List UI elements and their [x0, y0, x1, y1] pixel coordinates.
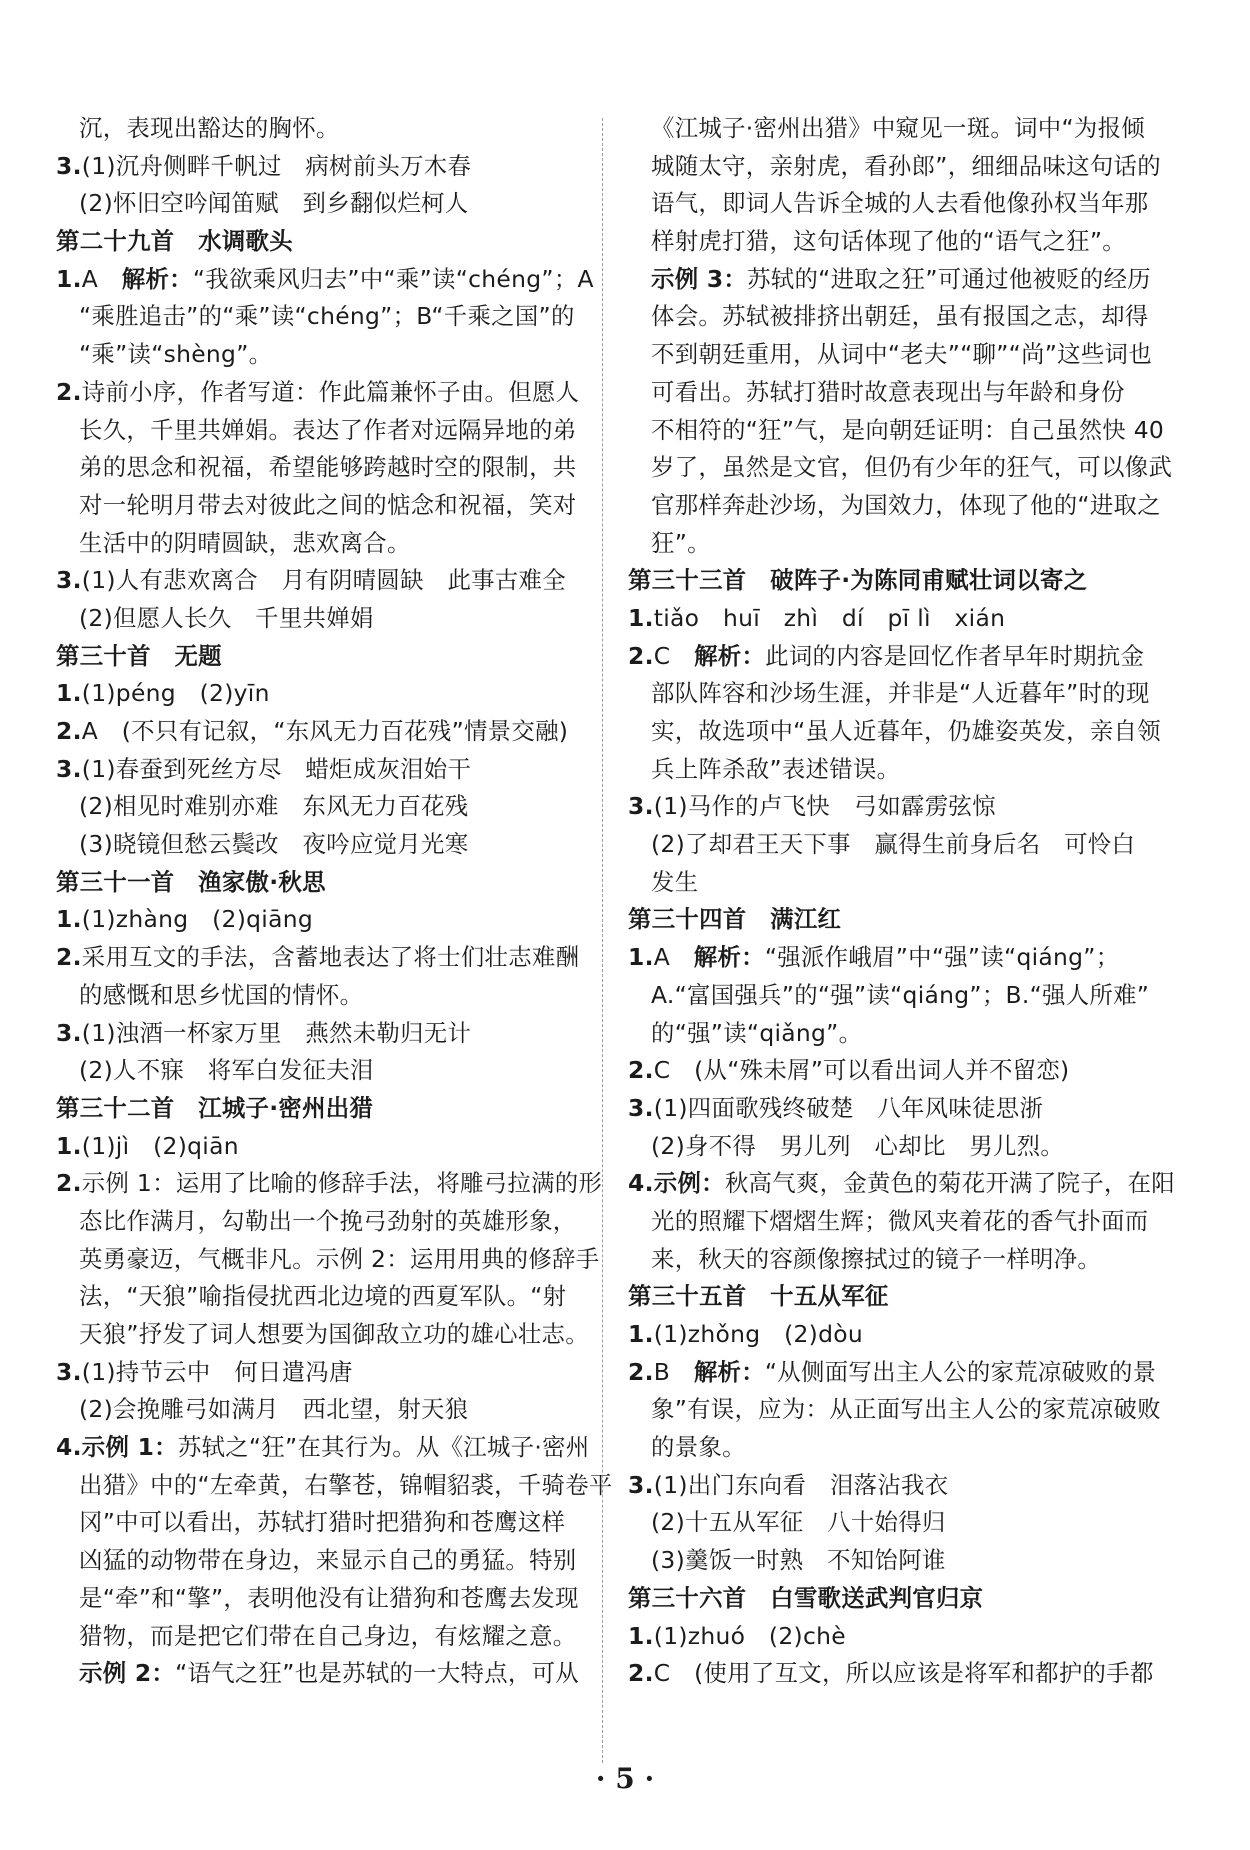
answer-line: [628, 1391, 1161, 1429]
line-text: 第三十三首 破阵子·为陈同甫赋壮词以寄之: [628, 566, 1088, 595]
line-text: 《江城子·密州出猎》中窥见一斑。词中“为报倾: [651, 114, 1145, 142]
line-text: 的景象。: [651, 1433, 746, 1462]
item-number: 2.: [56, 943, 82, 972]
line-text: 弟的思念和祝福，希望能够跨越时空的限制，共: [79, 453, 577, 482]
line-text: (1)沉舟侧畔千帆过 病树前头万木春: [81, 151, 472, 180]
answer-line: [628, 1052, 1098, 1090]
item-number: 3.: [56, 151, 82, 180]
answer-line: [628, 185, 1149, 223]
answer-line: [56, 525, 526, 563]
line-text: “乘”读“shèng”。: [79, 340, 273, 369]
answer-line: [56, 977, 526, 1015]
answer-line: [628, 412, 1165, 450]
answer-line: [56, 298, 575, 336]
item-number: 2.: [628, 641, 654, 670]
line-text: 城随太守，亲射虎，看孙郎”，细细品味这句话的: [651, 151, 1161, 180]
section-heading: [56, 638, 526, 676]
answer-line: [628, 1090, 1098, 1128]
answer-line: [56, 1015, 526, 1053]
line-text: 官那样奔赴沙场，为国效力，体现了他的“进取之: [651, 490, 1161, 519]
answer-line: [56, 1391, 526, 1429]
line-text: 出猎》中的“左牵黄，右擎苍，锦帽貂裘，千骑卷平: [79, 1470, 613, 1499]
answer-line: [628, 1203, 1149, 1241]
answer-line: [628, 675, 1150, 713]
answer-line: [56, 1241, 600, 1279]
answer-line: [628, 1015, 1098, 1053]
answer-line: [56, 1504, 566, 1542]
answer-line: [628, 1542, 1098, 1580]
line-text: C: [653, 641, 695, 670]
answer-line: [628, 977, 1150, 1015]
line-text: 此词的内容是回忆作者早年时期抗金: [765, 641, 1145, 670]
line-text: A.“富国强兵”的“强”读“qiáng”；B.“强人所难”: [651, 980, 1150, 1009]
answer-line: [56, 675, 526, 713]
answer-keyword: 解析：: [121, 264, 193, 293]
line-text: “我欲乘风归去”中“乘”读“chéng”；A: [192, 264, 594, 293]
answer-line: [628, 1429, 1098, 1467]
answer-line: [56, 562, 566, 600]
line-text: (1)jì (2)qiān: [81, 1131, 239, 1160]
answer-keyword: 示例 1：: [81, 1433, 178, 1462]
answer-line: [628, 1128, 1098, 1166]
item-number: 2.: [628, 1357, 654, 1386]
answer-line: [56, 1429, 590, 1467]
line-text: 诗前小序，作者写道：作此篇兼怀子由。但愿人: [81, 377, 580, 406]
item-number: 1.: [56, 264, 82, 293]
line-text: 冈”中可以看出，苏轼打猎时把猎狗和苍鹰这样: [79, 1508, 566, 1537]
item-number: 2.: [56, 717, 82, 745]
line-text: 不相符的“狂”气，是向朝廷证明：自己虽然快 40: [651, 415, 1165, 444]
right-column: [628, 110, 1175, 1693]
answer-line: [56, 261, 594, 299]
line-text: 的“强”读“qiǎng”。: [651, 1018, 863, 1047]
line-text: 第三十一首 渔家傲·秋思: [56, 867, 326, 896]
answer-line: [56, 788, 526, 826]
line-text: (1)浊酒一杯家万里 燕然未勒归无计: [81, 1018, 472, 1047]
item-number: 2.: [628, 1056, 654, 1085]
page-number: · 5 ·: [595, 1762, 655, 1795]
item-number: 3.: [628, 1470, 654, 1499]
answer-line: [628, 374, 1125, 412]
line-text: 语气，即词人告诉全城的人去看他像孙权当年那: [651, 189, 1149, 218]
answer-line: [56, 1165, 603, 1203]
item-number: 2.: [56, 377, 82, 406]
answer-line: [628, 223, 1126, 261]
answer-line: [56, 1316, 589, 1354]
answer-keyword: 解析：: [694, 641, 766, 670]
line-text: (1)春蚕到死丝方尽 蜡炬成灰泪始干: [81, 754, 472, 783]
item-number: 1.: [628, 1621, 654, 1650]
line-text: 态比作满月，勾勒出一个挽弓劲射的英雄形象，: [79, 1206, 577, 1235]
answer-line: [56, 751, 526, 789]
answer-line: [628, 298, 1149, 336]
line-text: 不到朝廷重用，从词中“老夫”“聊”“尚”这些词也: [651, 340, 1152, 369]
answer-line: [56, 1128, 526, 1166]
line-text: 长久，千里共婵娟。表达了作者对远隔异地的弟: [79, 415, 577, 444]
answer-line: [628, 638, 1145, 676]
answer-line: [628, 1354, 1157, 1392]
line-text: 法，“天狼”喻指侵扰西北边境的西夏军队。“射: [79, 1282, 567, 1311]
line-text: 采用互文的手法，含蓄地表达了将士们壮志难酬: [81, 943, 580, 972]
line-text: B: [653, 1357, 694, 1386]
line-text: 体会。苏轼被排挤出朝廷，虽有报国之志，却得: [651, 302, 1149, 331]
answer-line: [628, 788, 1098, 826]
line-text: (2)会挽雕弓如满月 西北望，射天狼: [79, 1395, 469, 1424]
item-number: 3.: [628, 1093, 654, 1122]
line-text: (2)了却君王天下事 赢得生前身后名 可怜白: [651, 830, 1136, 859]
answer-line: [628, 336, 1152, 374]
item-number: 4.: [628, 1169, 654, 1198]
line-text: 第三十五首 十五从军征: [628, 1282, 889, 1311]
line-text: (1)zhǒng (2)dòu: [653, 1320, 863, 1348]
item-number: 3.: [56, 1018, 82, 1047]
answer-keyword: 示例 2：: [79, 1659, 176, 1688]
line-text: 英勇豪迈，气概非凡。示例 2：运用用典的修辞手: [79, 1244, 600, 1273]
item-number: 1.: [628, 603, 654, 632]
section-heading: [628, 1580, 1098, 1618]
answer-line: [56, 826, 526, 864]
answer-line: [56, 185, 526, 223]
answer-line: [628, 826, 1136, 864]
answer-line: [56, 1655, 579, 1693]
line-text: “从侧面写出主人公的家荒凉破败的景: [764, 1357, 1157, 1386]
line-text: (2)但愿人长久 千里共婵娟: [79, 603, 374, 632]
section-heading: [56, 223, 526, 261]
answer-line: [56, 713, 569, 751]
answer-line: [56, 110, 526, 148]
line-text: 凶猛的动物带在身边，来显示自己的勇猛。特别: [79, 1546, 577, 1575]
answer-line: [628, 1504, 1098, 1542]
line-text: 可看出。苏轼打猎时故意表现出与年龄和身份: [651, 377, 1125, 406]
line-text: A: [653, 943, 694, 972]
line-text: (2)怀旧空吟闻笛赋 到乡翻似烂柯人: [79, 189, 469, 218]
line-text: (1)péng (2)yīn: [81, 679, 270, 708]
line-text: 第三十首 无题: [56, 641, 222, 670]
answer-line: [56, 1278, 567, 1316]
answer-line: [628, 1241, 1102, 1279]
item-number: 3.: [628, 792, 654, 821]
answer-line: [56, 374, 580, 412]
line-text: “乘胜追击”的“乘”读“chéng”；B“千乘之国”的: [79, 302, 575, 331]
answer-line: [56, 1354, 526, 1392]
answer-line: [56, 1052, 526, 1090]
line-text: (1)zhàng (2)qiāng: [81, 905, 313, 934]
item-number: 1.: [56, 679, 82, 708]
section-heading: [628, 1278, 1098, 1316]
line-text: (2)相见时难别亦难 东风无力百花残: [79, 792, 469, 821]
answer-line: [56, 412, 577, 450]
item-number: 1.: [56, 1131, 82, 1160]
line-text: C (使用了互文，所以应该是将军和都护的手都: [653, 1659, 1154, 1688]
line-text: 狂”。: [651, 528, 711, 557]
line-text: 光的照耀下熠熠生辉；微风夹着花的香气扑面而: [651, 1206, 1149, 1235]
line-text: 对一轮明月带去对彼此之间的惦念和祝福，笑对: [79, 490, 577, 519]
answer-keyword: 示例：: [653, 1169, 725, 1198]
answer-line: [628, 110, 1145, 148]
answer-line: [56, 148, 526, 186]
item-number: 2.: [56, 1169, 82, 1198]
line-text: 第三十二首 江城子·密州出猎: [56, 1093, 374, 1122]
line-text: (1)zhuó (2)chè: [653, 1621, 846, 1650]
item-number: 3.: [56, 1357, 82, 1386]
answer-line: [628, 1655, 1154, 1693]
answer-line: [628, 525, 1098, 563]
answer-line: [56, 939, 580, 977]
line-text: 象”有误，应为：从正面写出主人公的家荒凉破败: [651, 1395, 1161, 1424]
answer-line: [56, 600, 526, 638]
answer-line: [628, 1165, 1175, 1203]
answer-keyword: 解析：: [693, 943, 765, 972]
item-number: 3.: [56, 566, 82, 595]
line-text: (2)十五从军征 八十始得归: [651, 1508, 946, 1537]
line-text: 沉，表现出豁达的胸怀。: [79, 114, 340, 142]
line-text: 来，秋天的容颜像擦拭过的镜子一样明净。: [651, 1244, 1102, 1273]
answer-line: [56, 1467, 613, 1505]
answer-line: [628, 148, 1161, 186]
item-number: 3.: [56, 754, 82, 783]
answer-line: [56, 487, 577, 525]
left-column: [56, 110, 613, 1693]
item-number: 1.: [628, 943, 654, 972]
item-number: 1.: [628, 1320, 654, 1348]
line-text: 第二十九首 水调歌头: [56, 227, 293, 256]
line-text: 岁了，虽然是文官，但仍有少年的狂气，可以像武: [651, 453, 1173, 482]
answer-line: [628, 939, 1120, 977]
line-text: 天狼”抒发了词人想要为国御敌立功的雄心壮志。: [79, 1320, 589, 1348]
section-heading: [628, 562, 1098, 600]
answer-line: [628, 864, 1098, 902]
section-heading: [628, 901, 1098, 939]
answer-line: [56, 449, 577, 487]
line-text: 发生: [651, 867, 699, 896]
line-text: C (从“殊未屑”可以看出词人并不留恋): [653, 1056, 1070, 1085]
line-text: 部队阵容和沙场生涯，并非是“人近暮年”时的现: [651, 679, 1150, 708]
line-text: 实，故选项中“虽人近暮年，仍雄姿英发，亲自领: [651, 717, 1161, 745]
line-text: tiǎo huī zhì dí pī lì xián: [653, 603, 1006, 632]
answer-line: [628, 713, 1161, 751]
line-text: (3)晓镜但愁云鬓改 夜吟应觉月光寒: [79, 830, 469, 859]
line-text: (3)羹饭一时熟 不知饴阿谁: [651, 1546, 946, 1575]
answer-line: [628, 487, 1161, 525]
answer-line: [56, 1542, 577, 1580]
line-text: (1)马作的卢飞快 弓如霹雳弦惊: [653, 792, 996, 821]
section-heading: [56, 1090, 526, 1128]
line-text: (1)持节云中 何日遣冯唐: [81, 1357, 353, 1386]
line-text: (2)身不得 男儿列 心却比 男儿烈。: [651, 1131, 1065, 1160]
line-text: 兵上阵杀敌”表述错误。: [651, 754, 901, 783]
line-text: 示例 1：运用了比喻的修辞手法，将雕弓拉满的形: [81, 1169, 603, 1198]
line-text: 生活中的阴晴圆缺，悲欢离合。: [79, 528, 411, 557]
item-number: 4.: [56, 1433, 82, 1462]
line-text: “强派作峨眉”中“强”读“qiáng”；: [764, 943, 1120, 972]
line-text: “语气之狂”也是苏轼的一大特点，可从: [175, 1659, 579, 1688]
answer-line: [628, 1618, 1098, 1656]
line-text: 苏轼之“狂”在其行为。从《江城子·密州: [177, 1433, 590, 1462]
answer-line: [56, 336, 526, 374]
line-text: (1)四面歌残终破楚 八年风味徒思浙: [653, 1093, 1044, 1122]
answer-line: [56, 901, 526, 939]
item-number: 1.: [56, 905, 82, 934]
answer-line: [56, 1618, 577, 1656]
answer-line: [628, 261, 1151, 299]
column-divider: [602, 118, 604, 1763]
line-text: 第三十四首 满江红: [628, 905, 842, 934]
item-number: 2.: [628, 1659, 654, 1688]
line-text: (2)人不寐 将军白发征夫泪: [79, 1056, 374, 1085]
line-text: (1)人有悲欢离合 月有阴晴圆缺 此事古难全: [81, 566, 566, 595]
answer-line: [628, 1316, 1098, 1354]
answer-line: [628, 751, 1098, 789]
answer-keyword: 解析：: [693, 1357, 765, 1386]
line-text: 秋高气爽，金黄色的菊花开满了院子，在阳: [724, 1169, 1175, 1198]
line-text: 的感慨和思乡忧国的情怀。: [79, 980, 364, 1009]
line-text: (1)出门东向看 泪落沾我衣: [653, 1470, 949, 1499]
section-heading: [56, 864, 526, 902]
line-text: 猎物，而是把它们带在自己身边，有炫耀之意。: [79, 1621, 577, 1650]
answer-line: [628, 1467, 1098, 1505]
line-text: 样射虎打猎，这句话体现了他的“语气之狂”。: [651, 227, 1126, 256]
line-text: A (不只有记叙，“东风无力百花残”情景交融): [81, 717, 569, 745]
line-text: 是“牵”和“擎”，表明他没有让猎狗和苍鹰去发现: [79, 1583, 579, 1612]
line-text: 苏轼的“进取之狂”可通过他被贬的经历: [747, 264, 1151, 293]
answer-line: [56, 1580, 579, 1618]
answer-line: [628, 600, 1098, 638]
answer-line: [628, 449, 1173, 487]
answer-keyword: 示例 3：: [651, 264, 748, 293]
line-text: 第三十六首 白雪歌送武判官归京: [628, 1583, 984, 1612]
answer-line: [56, 1203, 577, 1241]
line-text: A: [81, 264, 122, 293]
